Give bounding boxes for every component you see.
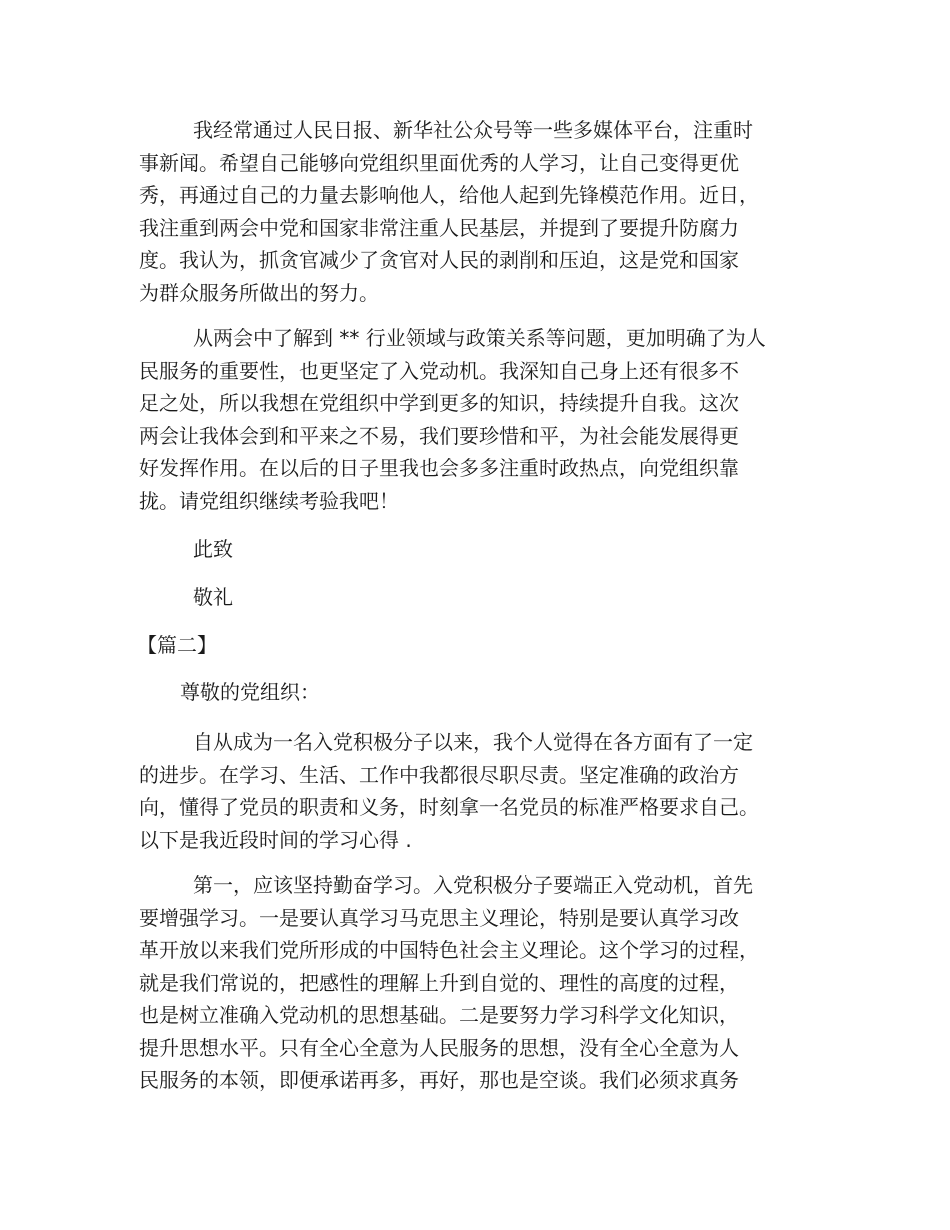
- paragraph-line: 我经常通过人民日报、新华社公众号等一些多媒体平台，注重时: [193, 118, 753, 142]
- section-heading: 【篇二】: [137, 633, 217, 657]
- paragraph-line: 民服务的本领，即便承诺再多，再好，那也是空谈。我们必须求真务: [139, 1068, 739, 1092]
- closing-jingli: 敬礼: [193, 585, 233, 609]
- paragraph-line: 为群众服务所做出的努力。: [139, 280, 379, 305]
- paragraph-line: 也是树立准确入党动机的思想基础。二是要努力学习科学文化知识，: [139, 1003, 739, 1027]
- paragraph-4: [139, 869, 779, 1097]
- salutation: 尊敬的党组织：: [180, 680, 320, 704]
- paragraph-line: 拢。请党组织继续考验我吧！: [139, 488, 399, 513]
- paragraph-line: 秀，再通过自己的力量去影响他人，给他人起到先锋模范作用。近日，: [139, 183, 759, 207]
- paragraph-line: 的进步。在学习、生活、工作中我都很尽职尽责。坚定准确的政治方: [139, 762, 739, 787]
- paragraph-2: [139, 322, 779, 517]
- paragraph-line: 民服务的重要性，也更坚定了入党动机。我深知自己身上还有很多不: [139, 358, 739, 383]
- paragraph-line: 自从成为一名入党积极分子以来，我个人觉得在各方面有了一定: [193, 730, 753, 754]
- paragraph-line: 向，懂得了党员的职责和义务，时刻拿一名党员的标准严格要求自己。: [139, 795, 759, 819]
- paragraph-line: 提升思想水平。只有全心全意为人民服务的思想，没有全心全意为人: [139, 1035, 739, 1060]
- paragraph-line: 第一，应该坚持勤奋学习。入党积极分子要端正入党动机，首先: [193, 873, 753, 897]
- paragraph-line: 两会让我体会到和平来之不易，我们要珍惜和平，为社会能发展得更: [139, 423, 739, 448]
- paragraph-line: 事新闻。希望自己能够向党组织里面优秀的人学习，让自己变得更优: [139, 150, 739, 175]
- closing-cizhi: 此致: [193, 537, 233, 561]
- paragraph-line: 度。我认为，抓贪官减少了贪官对人民的剥削和压迫，这是党和国家: [139, 248, 739, 272]
- paragraph-line: 革开放以来我们党所形成的中国特色社会主义理论。这个学习的过程，: [139, 938, 759, 962]
- paragraph-line: 好发挥作用。在以后的日子里我也会多多注重时政热点，向党组织靠: [139, 456, 739, 480]
- paragraph-line: 足之处，所以我想在党组织中学到更多的知识，持续提升自我。这次: [139, 391, 739, 415]
- paragraph-line: 从两会中了解到 ** 行业领域与政策关系等问题，更加明确了为人: [193, 326, 766, 350]
- paragraph-1: [139, 114, 779, 309]
- paragraph-line: 就是我们常说的，把感性的理解上升到自觉的、理性的高度的过程，: [139, 970, 739, 995]
- paragraph-line: 以下是我近段时间的学习心得 .: [139, 827, 412, 852]
- paragraph-line: 我注重到两会中党和国家非常注重人民基层，并提到了要提升防腐力: [139, 215, 739, 240]
- paragraph-3: [139, 726, 779, 856]
- paragraph-line: 要增强学习。一是要认真学习马克思主义理论，特别是要认真学习改: [139, 905, 739, 930]
